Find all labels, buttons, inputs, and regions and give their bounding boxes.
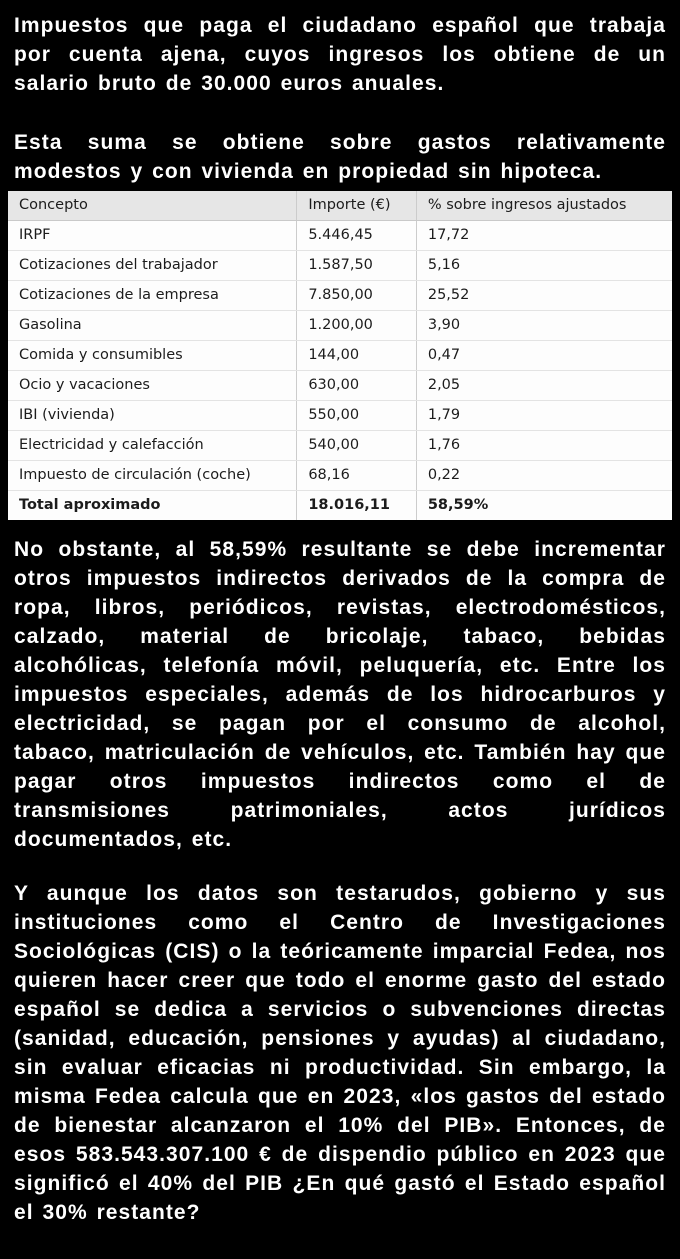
cell-total-percent: 58,59% bbox=[416, 491, 672, 521]
table-row bbox=[8, 431, 672, 461]
cell-importe: 144,00 bbox=[297, 341, 417, 371]
cell-percent: 1,76 bbox=[416, 431, 672, 461]
col-header-concepto: Concepto bbox=[8, 191, 297, 221]
cell-importe: 540,00 bbox=[297, 431, 417, 461]
col-header-importe: Importe (€) bbox=[297, 191, 417, 221]
intro-paragraph-1: Impuestos que paga el ciudadano español que trabaja por cuenta ajena, cuyos ingresos los obtiene de un salario bruto de 30.000 euros anuales. bbox=[14, 14, 666, 95]
cell-concepto: IRPF bbox=[8, 221, 297, 251]
table-total-row bbox=[8, 491, 672, 521]
cell-concepto: Impuesto de circulación (coche) bbox=[8, 461, 297, 491]
col-header-percent: % sobre ingresos ajustados bbox=[416, 191, 672, 221]
table-row bbox=[8, 281, 672, 311]
cell-concepto: IBI (vivienda) bbox=[8, 401, 297, 431]
table-row bbox=[8, 221, 672, 251]
cell-importe: 5.446,45 bbox=[297, 221, 417, 251]
cell-concepto: Electricidad y calefacción bbox=[8, 431, 297, 461]
table-row bbox=[8, 461, 672, 491]
body-paragraph-2: Y aunque los datos son testarudos, gobierno y sus instituciones como el Centro de Investigaciones Sociológicas (CIS) o la teóricamente imparcial Fedea, nos quieren hacer creer que todo el enorme gasto del estado español se dedica a servicios o subvenciones directas (sanidad, educación, pensiones y ayudas) al ciudadano, sin evaluar eficacias ni productividad. Sin embargo, la misma Fedea calcula que en 2023, «los gastos del estado de bienestar alcanzaron el 10% del PIB». Entonces, de esos 583.543.307.100 € de dispendio público en 2023 que significó el 40% del PIB ¿En qué gastó el Estado español el 30% restante? bbox=[14, 882, 666, 1224]
table-row bbox=[8, 311, 672, 341]
tax-table bbox=[8, 191, 672, 520]
table-row bbox=[8, 341, 672, 371]
cell-concepto: Ocio y vacaciones bbox=[8, 371, 297, 401]
cell-concepto: Gasolina bbox=[8, 311, 297, 341]
cell-percent: 17,72 bbox=[416, 221, 672, 251]
cell-importe: 1.587,50 bbox=[297, 251, 417, 281]
table-row bbox=[8, 251, 672, 281]
cell-percent: 1,79 bbox=[416, 401, 672, 431]
table-row bbox=[8, 371, 672, 401]
cell-importe: 68,16 bbox=[297, 461, 417, 491]
cell-percent: 3,90 bbox=[416, 311, 672, 341]
cell-percent: 0,22 bbox=[416, 461, 672, 491]
intro-paragraph-2: Esta suma se obtiene sobre gastos relativamente modestos y con vivienda en propiedad sin hipoteca. bbox=[14, 131, 666, 183]
table-header-row bbox=[8, 191, 672, 221]
cell-importe: 1.200,00 bbox=[297, 311, 417, 341]
cell-importe: 630,00 bbox=[297, 371, 417, 401]
cell-concepto: Cotizaciones de la empresa bbox=[8, 281, 297, 311]
cell-percent: 2,05 bbox=[416, 371, 672, 401]
body-paragraph-1: No obstante, al 58,59% resultante se debe incrementar otros impuestos indirectos derivados de la compra de ropa, libros, periódicos, revistas, electrodomésticos, calzado, material de bricolaje, tabaco, bebidas alcohólicas, telefonía móvil, peluquería, etc. Entre los impuestos especiales, además de los hidrocarburos y electricidad, se pagan por el consumo de alcohol, tabaco, matriculación de vehículos, etc. También hay que pagar otros impuestos indirectos como el de transmisiones patrimoniales, actos jurídicos documentados, etc. bbox=[14, 538, 666, 851]
cell-importe: 7.850,00 bbox=[297, 281, 417, 311]
cell-percent: 0,47 bbox=[416, 341, 672, 371]
table-row bbox=[8, 401, 672, 431]
cell-concepto: Comida y consumibles bbox=[8, 341, 297, 371]
cell-importe: 550,00 bbox=[297, 401, 417, 431]
cell-total-importe: 18.016,11 bbox=[297, 491, 417, 521]
cell-percent: 25,52 bbox=[416, 281, 672, 311]
cell-concepto: Cotizaciones del trabajador bbox=[8, 251, 297, 281]
cell-percent: 5,16 bbox=[416, 251, 672, 281]
cell-total-label: Total aproximado bbox=[8, 491, 297, 521]
